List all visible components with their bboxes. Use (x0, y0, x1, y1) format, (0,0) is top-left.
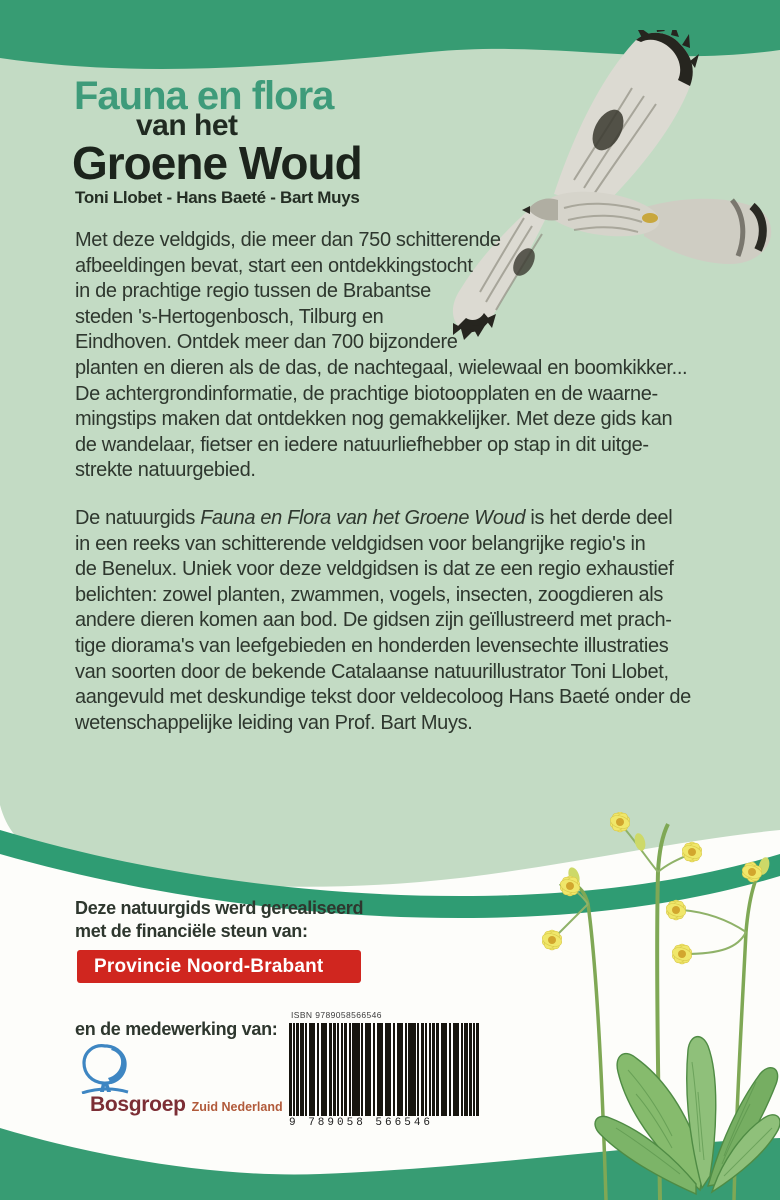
text-line: de Benelux. Uniek voor deze veldgidsen is dat ze een regio exhaustief (75, 558, 674, 581)
text-line (75, 506, 691, 532)
text-line: van soorten door de bekende Catalaanse natuurillustrator Toni Llobet, (75, 660, 669, 683)
text-line: planten en dieren als de das, de nachtegaal, wielewaal en boomkikker... (75, 356, 688, 379)
text-line: belichten: zowel planten, zwammen, vogels, insecten, zoogdieren als (75, 583, 664, 606)
description-paragraph-1 (75, 228, 687, 484)
text-line: de wandelaar, fietser en iedere natuurliefhebber op stap in dit uitge- (75, 433, 649, 456)
barcode-digits: 9 789058 566546 (289, 1117, 434, 1129)
text-line: in een reeks van schitterende veldgidsen voor belangrijke regio's in (75, 532, 646, 555)
isbn-text: ISBN 9789058566546 (291, 1010, 382, 1020)
text-line: De achtergrondinformatie, de prachtige biotoopplaten en de waarne- (75, 382, 658, 405)
logo-name: Bosgroep (90, 1093, 186, 1116)
text-line: andere dieren komen aan bod. De gidsen zijn geïllustreerd met prach- (75, 609, 672, 632)
description-paragraph-2 (75, 506, 691, 736)
cooperation-line: en de medewerking van: (75, 1019, 278, 1039)
title-sub: van het (136, 109, 238, 142)
text-line: in de prachtige regio tussen de Brabantse (75, 280, 431, 303)
book-title-italic: Fauna en Flora van het Groene Woud (200, 507, 526, 529)
text-line: mingstips maken dat ontdekken nog gemakkelijker. Met deze gids kan (75, 408, 673, 431)
text-line: aangevuld met deskundige tekst door veldecoloog Hans Baeté onder de (75, 686, 691, 709)
bosgroep-wordmark (90, 1093, 283, 1117)
authors-line: Toni Llobet - Hans Baeté - Bart Muys (75, 188, 360, 207)
text-segment: De natuurgids (75, 507, 201, 529)
text-line: strekte natuurgebied. (75, 459, 256, 482)
cowslip-flower-icon (520, 812, 780, 1200)
text-line: afbeeldingen bevat, start een ontdekkingstocht (75, 254, 473, 277)
text-line: Eindhoven. Ontdek meer dan 700 bijzondere (75, 331, 458, 354)
bosgroep-tree-icon (80, 1042, 130, 1094)
text-line: tige diorama's van leefgebieden en honderden levensechte illustraties (75, 634, 669, 657)
title-main: Groene Woud (72, 137, 362, 189)
text-line: wetenschappelijke leiding van Prof. Bart Muys. (75, 711, 473, 734)
provincie-noord-brabant-banner (77, 950, 361, 983)
barcode (289, 1023, 479, 1116)
text-line: met de financiële steun van: (75, 921, 308, 941)
text-segment: is het derde deel (525, 507, 673, 529)
banner-label: Provincie Noord-Brabant (94, 956, 324, 977)
funding-intro (75, 897, 363, 943)
text-line: Met deze veldgids, die meer dan 750 schitterende (75, 229, 501, 251)
text-line: Deze natuurgids werd gerealiseerd (75, 898, 364, 918)
title-accent: Fauna en flora (74, 74, 334, 118)
logo-region: Zuid Nederland (191, 1100, 283, 1114)
text-line: steden 's-Hertogenbosch, Tilburg en (75, 305, 384, 328)
